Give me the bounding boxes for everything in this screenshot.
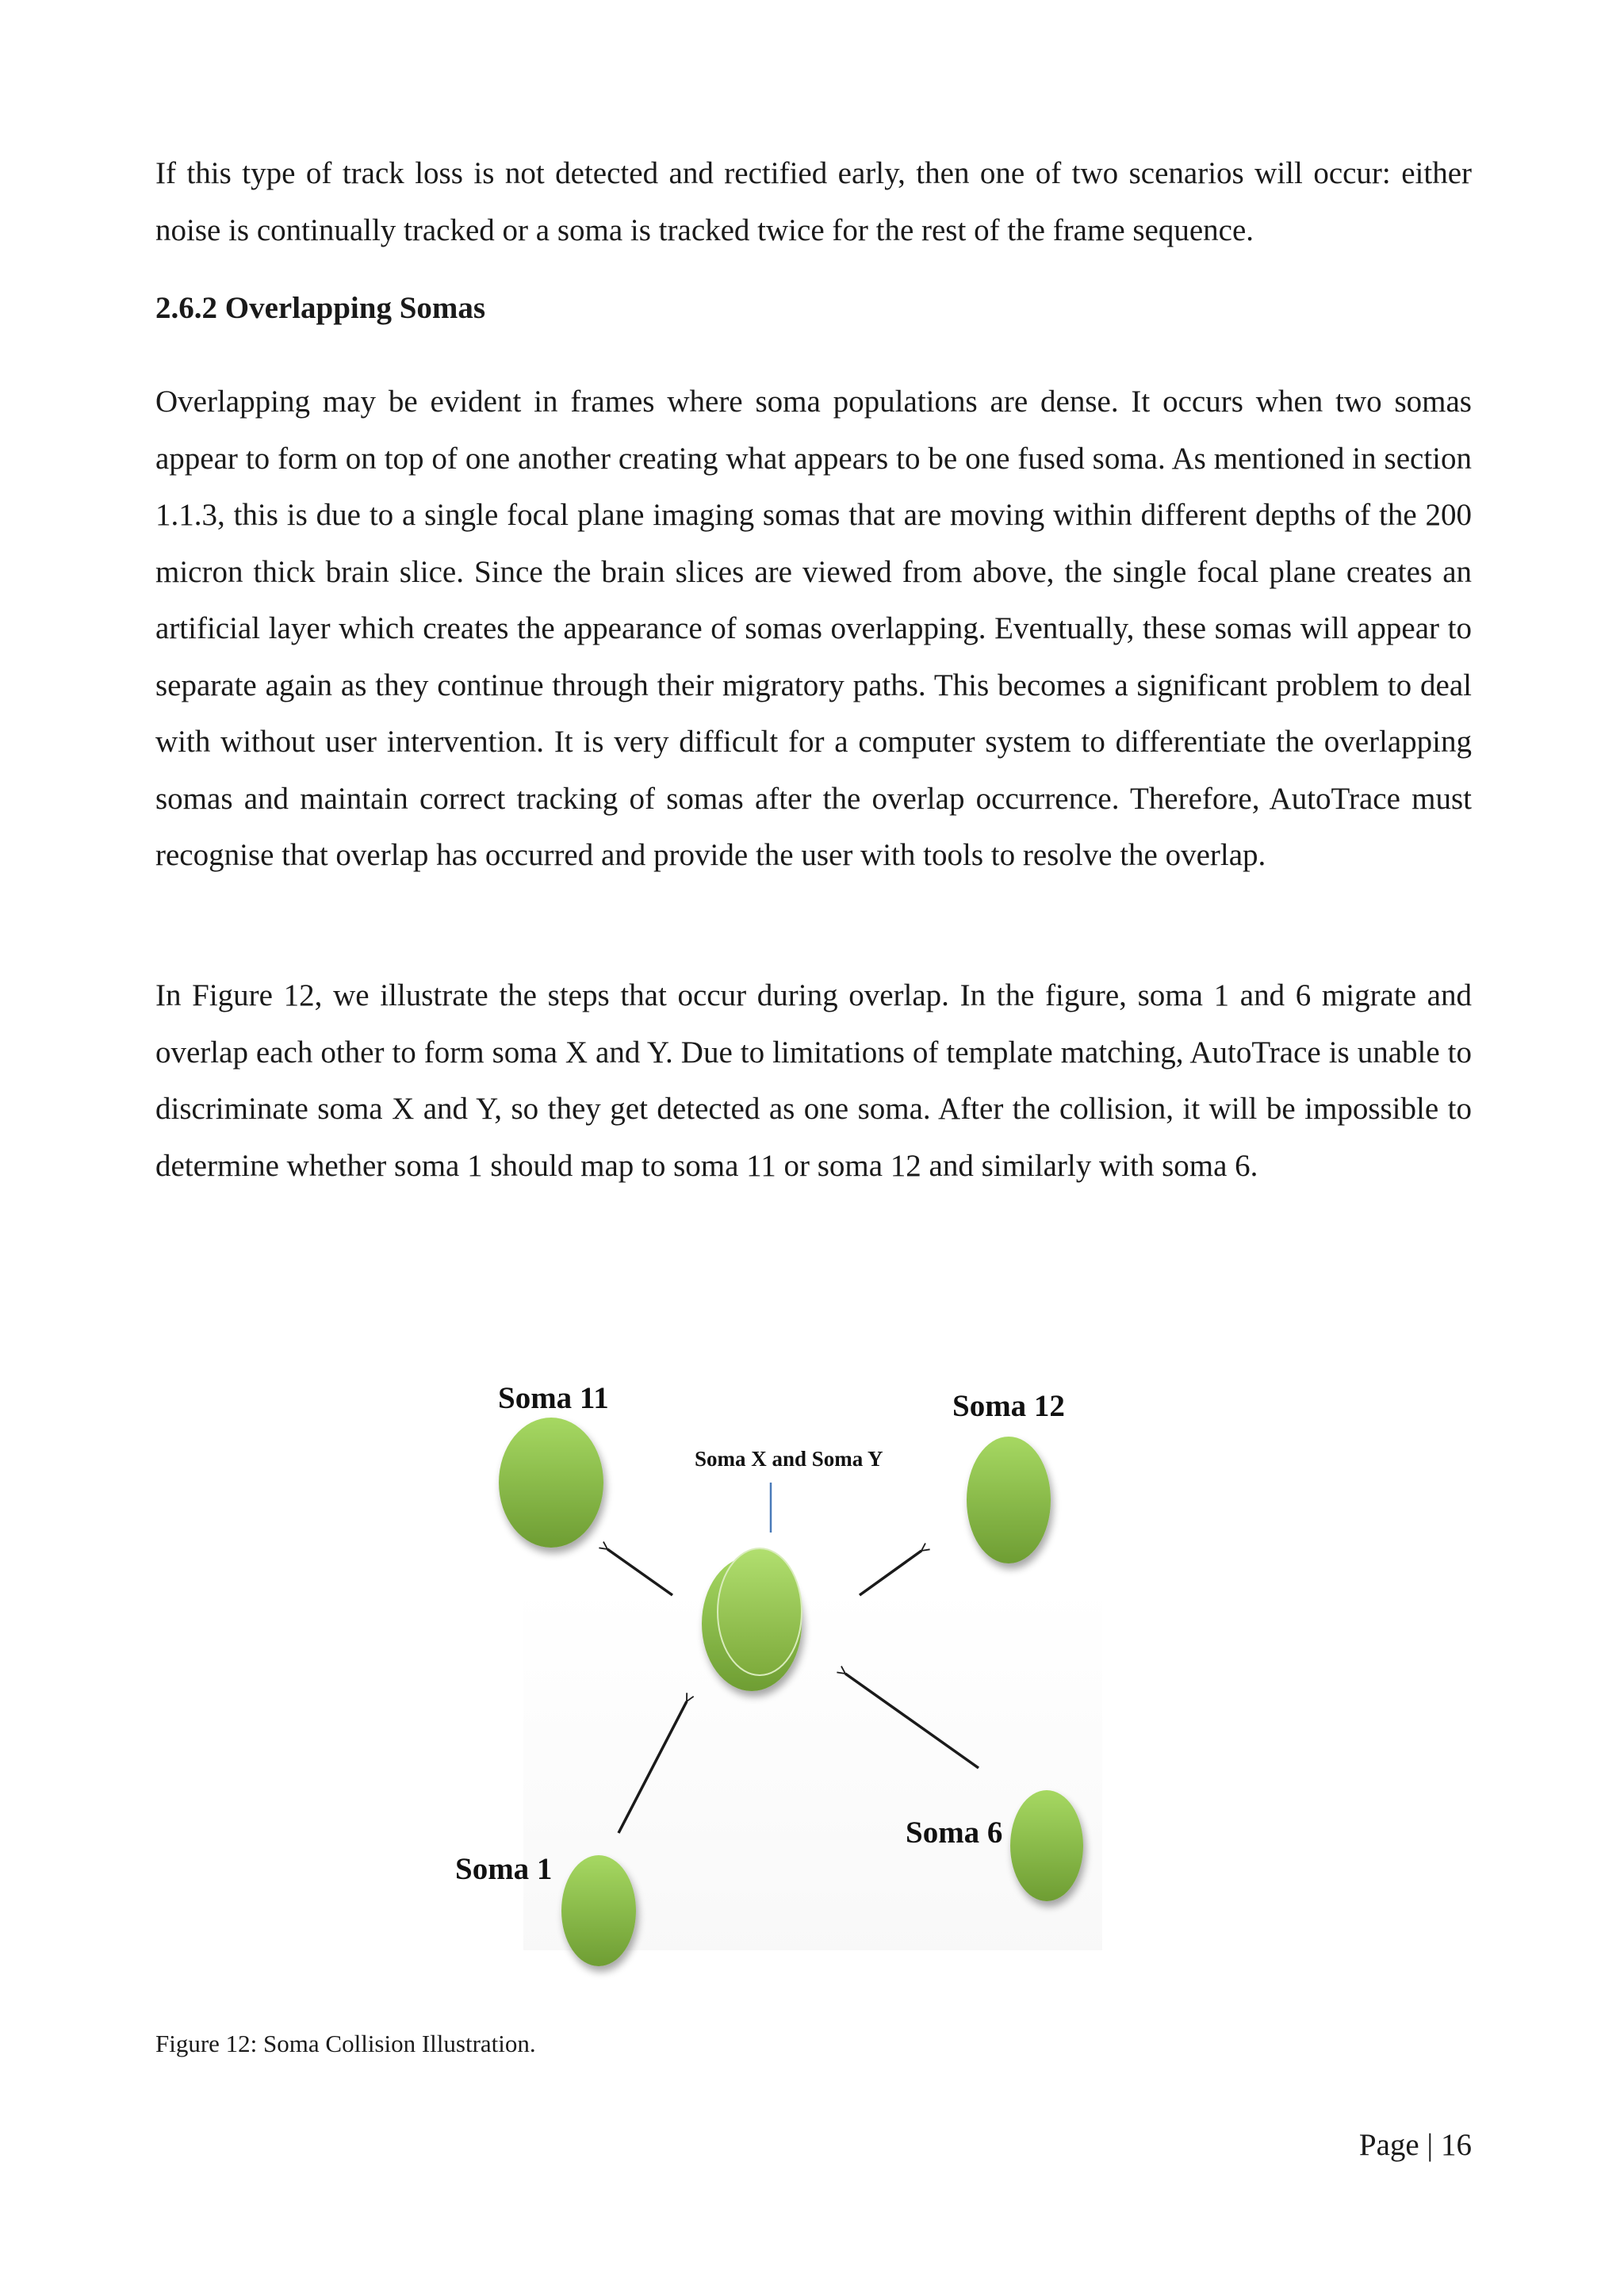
soma-12-label: Soma 12: [952, 1389, 1065, 1423]
soma-collision-figure: [0, 1348, 1624, 1998]
paragraph-track-loss: If this type of track loss is not detected and rectified early, then one of two scenarios will occur: either noise is continually tracked or a soma is tracked twice for the rest of the frame sequence.: [155, 156, 1472, 247]
soma-11-cell: [499, 1418, 603, 1548]
soma-6-cell: [1010, 1790, 1083, 1901]
paragraph-figure-explanation: In Figure 12, we illustrate the steps that occur during overlap. In the figure, soma 1 and 6 migrate and overlap each other to form soma X and Y. Due to limitations of template matching, AutoTrace is unable to discriminate soma X and Y, so they get detected as one soma. After the collision, it will be impossible to determine whether soma 1 should map to soma 11 or soma 12 and similarly with soma 6.: [155, 978, 1472, 1183]
soma-xy-label: Soma X and Soma Y: [695, 1447, 883, 1471]
soma-y-cell: [718, 1548, 802, 1675]
section-heading: 2.6.2 Overlapping Somas: [155, 291, 486, 325]
paragraph-overlapping-description: Overlapping may be evident in frames where soma populations are dense. It occurs when two somas appear to form on top of one another creating what appears to be one fused soma. As mentioned in section 1.1.3, this is due to a single focal plane imaging somas that are moving within different depths of the 200 micron thick brain slice. Since the brain slices are viewed from above, the single focal plane creates an artificial layer which creates the appearance of somas overlapping. Eventually, these somas will appear to separate again as they continue through their migratory paths. This becomes a significant problem to deal with without user intervention. It is very difficult for a computer system to differentiate the overlapping somas and maintain correct tracking of somas after the overlap occurrence. Therefore, AutoTrace must recognise that overlap has occurred and provide the user with tools to resolve the overlap.: [155, 385, 1472, 872]
figure-caption: Figure 12: Soma Collision Illustration.: [155, 2030, 536, 2057]
soma-1-label: Soma 1: [455, 1852, 553, 1886]
soma-collision-diagram: [0, 1348, 1624, 1998]
soma-12-cell: [967, 1437, 1051, 1563]
soma-11-label: Soma 11: [498, 1381, 609, 1415]
soma-6-label: Soma 6: [906, 1816, 1003, 1850]
page-number: Page | 16: [1358, 2128, 1472, 2162]
soma-1-cell: [561, 1855, 636, 1966]
